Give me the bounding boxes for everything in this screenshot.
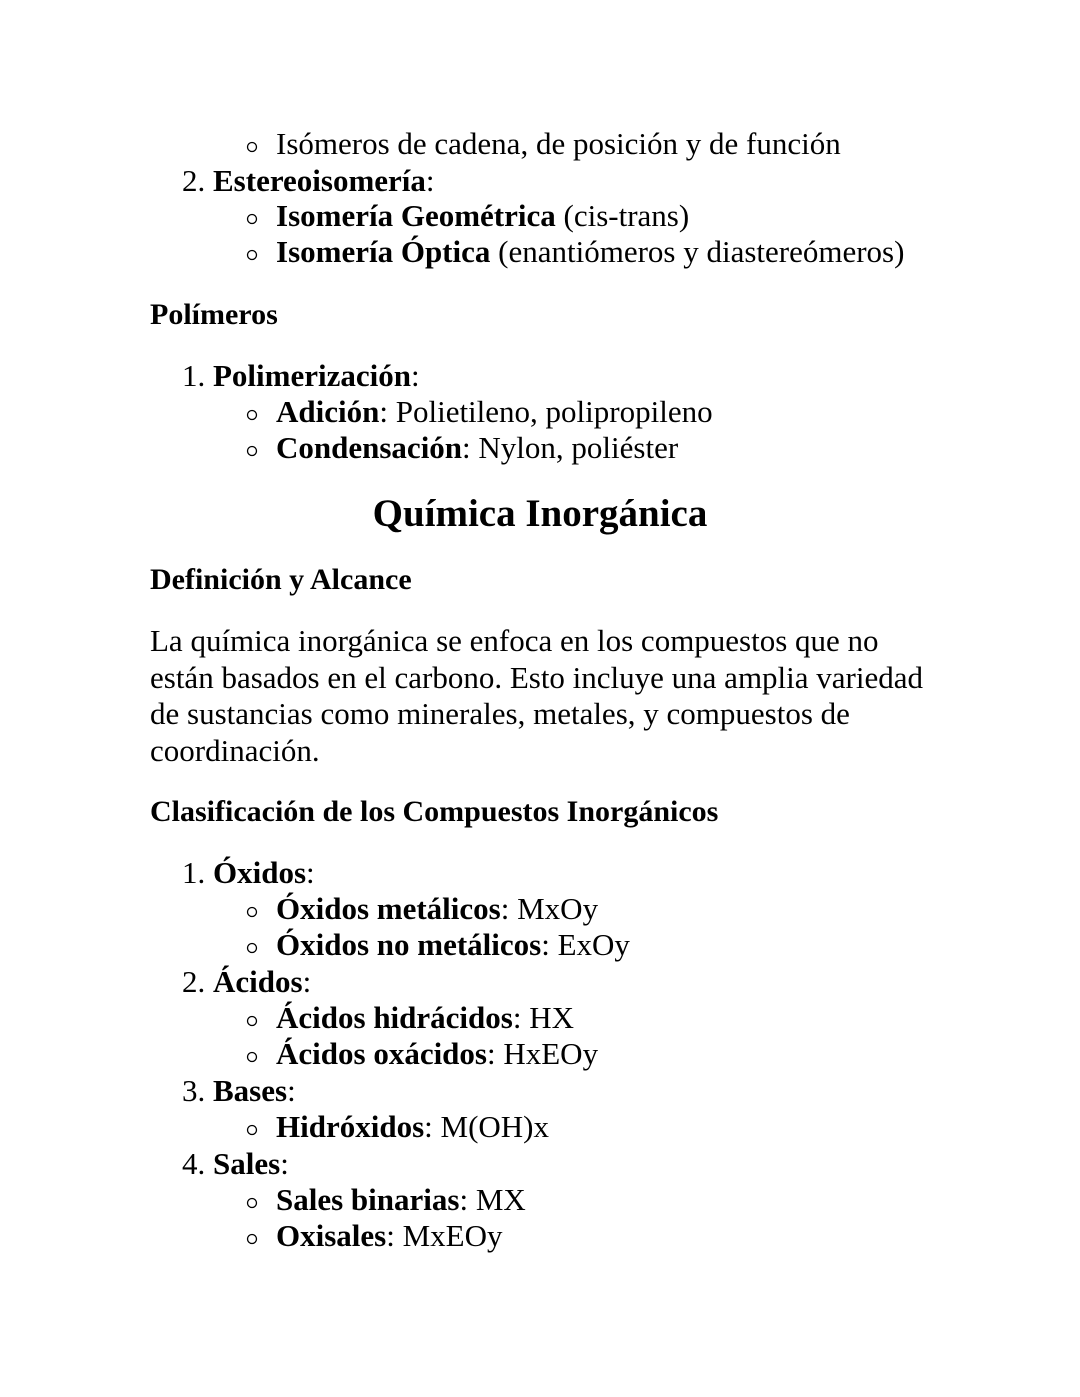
list-item-acidos — [182, 964, 311, 1000]
list-number: 1. — [182, 358, 206, 393]
list-item — [276, 927, 630, 963]
item-bold: Adición — [276, 394, 380, 429]
item-rest: : HxEOy — [487, 1036, 599, 1071]
list-label: Óxidos — [213, 855, 307, 890]
bullet-icon — [245, 1196, 259, 1210]
item-bold: Ácidos hidrácidos — [276, 1000, 513, 1035]
list-number: 2. — [182, 163, 206, 198]
item-bold: Óxidos metálicos — [276, 891, 501, 926]
bullet-icon — [245, 248, 259, 262]
bullet-icon — [245, 1232, 259, 1246]
bullet-icon — [245, 408, 259, 422]
item-rest: : M(OH)x — [424, 1109, 550, 1144]
list-colon: : — [280, 1146, 289, 1181]
list-colon: : — [425, 163, 435, 198]
page-title: Química Inorgánica — [372, 492, 708, 535]
item-rest: (enantiómeros y diastereómeros) — [490, 234, 905, 269]
item-bold: Hidróxidos — [276, 1109, 425, 1144]
list-item — [276, 891, 598, 927]
item-rest: : Polietileno, polipropileno — [379, 394, 713, 429]
list-number: 1. — [182, 855, 206, 890]
section-heading-clasificacion: Clasificación de los Compuestos Inorgánicos — [150, 795, 719, 828]
list-number: 3. — [182, 1073, 206, 1108]
list-item-bases — [182, 1073, 296, 1109]
list-item-polimerizacion — [182, 358, 420, 394]
list-item — [276, 1000, 574, 1036]
item-rest: (cis-trans) — [555, 198, 690, 233]
item-bold: Isomería Geométrica — [276, 198, 556, 233]
list-item — [276, 1182, 526, 1218]
bullet-icon — [245, 444, 259, 458]
list-colon: : — [306, 855, 315, 890]
list-label: Ácidos — [213, 964, 303, 999]
list-label: Polimerización — [213, 358, 411, 393]
section-heading-polimeros: Polímeros — [150, 298, 278, 331]
bullet-icon — [245, 941, 259, 955]
list-item — [276, 126, 841, 162]
bullet-icon — [245, 212, 259, 226]
list-colon: : — [411, 358, 420, 393]
list-label: Bases — [213, 1073, 288, 1108]
item-rest: : Nylon, poliéster — [462, 430, 679, 465]
list-label: Sales — [213, 1146, 281, 1181]
item-bold: Condensación — [276, 430, 463, 465]
list-item-estereoisomeria — [182, 163, 435, 199]
list-label: Estereoisomería — [213, 163, 426, 198]
item-rest: : MxEOy — [386, 1218, 503, 1253]
list-colon: : — [302, 964, 312, 999]
list-number: 2. — [182, 964, 206, 999]
item-bold: Oxisales — [276, 1218, 387, 1253]
definition-paragraph: La química inorgánica se enfoca en los compuestos que no están basados en el carbono. Esto incluye una amplia variedad de sustancias como minerales, metales, y compuestos de coordinación. — [150, 623, 924, 768]
list-number: 4. — [182, 1146, 206, 1181]
bullet-icon — [245, 905, 259, 919]
list-item-oxidos — [182, 855, 315, 891]
bullet-icon — [245, 140, 259, 154]
item-rest: : MX — [459, 1182, 526, 1217]
list-item — [276, 1218, 502, 1254]
bullet-icon — [245, 1014, 259, 1028]
list-item — [276, 198, 689, 234]
list-item — [276, 1036, 598, 1072]
list-item — [276, 394, 713, 430]
list-item — [276, 430, 678, 466]
item-text: Isómeros de cadena, de posición y de función — [276, 126, 841, 161]
item-rest: : HX — [512, 1000, 574, 1035]
list-item — [276, 234, 904, 270]
list-item-sales — [182, 1146, 289, 1182]
bullet-icon — [245, 1050, 259, 1064]
list-item — [276, 1109, 549, 1145]
item-rest: : ExOy — [541, 927, 630, 962]
item-rest: : MxOy — [500, 891, 599, 926]
item-bold: Isomería Óptica — [276, 234, 491, 269]
item-bold: Sales binarias — [276, 1182, 460, 1217]
item-bold: Óxidos no metálicos — [276, 927, 542, 962]
bullet-icon — [245, 1123, 259, 1137]
list-colon: : — [287, 1073, 296, 1108]
item-bold: Ácidos oxácidos — [276, 1036, 487, 1071]
section-heading-definicion: Definición y Alcance — [150, 563, 412, 596]
